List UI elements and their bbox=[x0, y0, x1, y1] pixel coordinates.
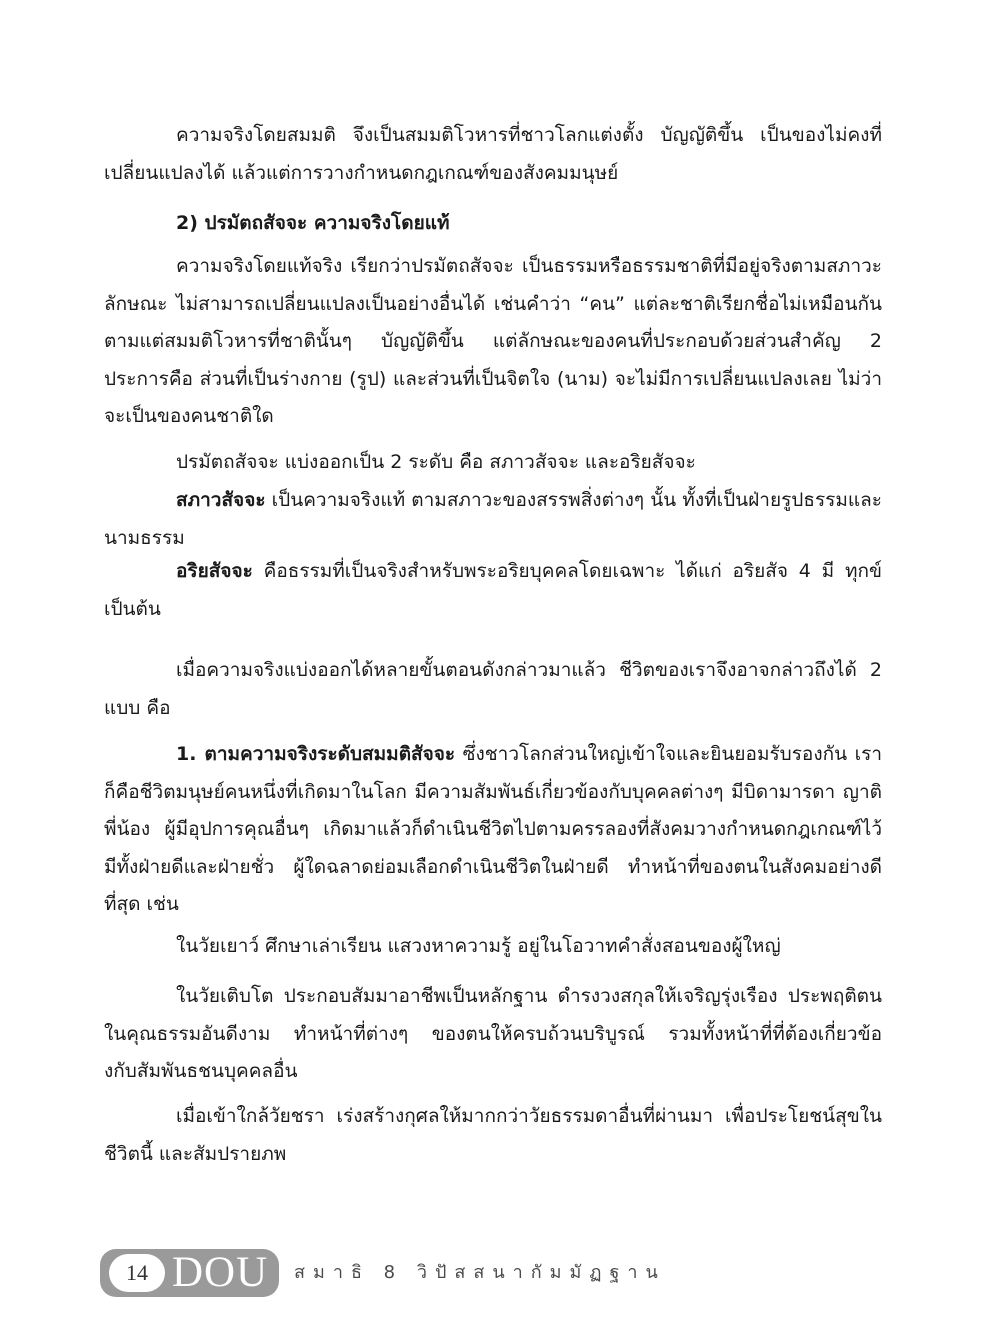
paragraph-conventional-truth: ความจริงโดยสมมติ จึงเป็นสมมติโวหารที่ชาวโลกแต่งตั้ง บัญญัติขึ้น เป็นของไม่คงที่ เปลี่ยนแปลงได้ แล้วแต่การวางกำหนดกฎเกณฑ์ของสังคมมนุษย์ bbox=[104, 124, 882, 184]
definition-ariya-sacca: คือธรรมที่เป็นจริงสำหรับพระอริยบุคคลโดยเฉพาะ ได้แก่ อริยสัจ 4 มี ทุกข์ เป็นต้น bbox=[104, 560, 882, 620]
paragraph-sabhava-sacca bbox=[104, 482, 882, 557]
brand-logo-text: DOU bbox=[172, 1249, 269, 1296]
section-heading-ultimate-truth: 2) ปรมัตถสัจจะ ความจริงโดยแท้ bbox=[176, 212, 450, 234]
paragraph-adulthood: ในวัยเติบโต ประกอบสัมมาอาชีพเป็นหลักฐาน ดำรงวงสกุลให้เจริญรุ่งเรือง ประพฤติตนในคุณธรรมอันดีงาม ทำหน้าที่ต่างๆ ของตนให้ครบถ้วนบริบูรณ์ รวมทั้งหน้าที่ที่ต้องเกี่ยวข้องกับสัมพันธชนบุคคลอื่น bbox=[104, 985, 882, 1082]
point-one-text: ซึ่งชาวโลกส่วนใหญ่เข้าใจและยินยอมรับรองกัน เราก็คือชีวิตมนุษย์คนหนึ่งที่เกิดมาในโลก มีความสัมพันธ์เกี่ยวข้องกับบุคคลต่างๆ มีบิดามารดา ญาติพี่น้อง ผู้มีอุปการคุณอื่นๆ เกิดมาแล้วก็ดำเนินชีวิตไปตามครรลองที่สังคมวางกำหนดกฎเกณฑ์ไว้ มีทั้งฝ่ายดีและฝ่ายชั่ว ผู้ใดฉลาดย่อมเลือกดำเนินชีวิตในฝ่ายดี ทำหน้าที่ของตนในสังคมอย่างดีที่สุด เช่น bbox=[104, 743, 882, 915]
paragraph-two-levels: ปรมัตถสัจจะ แบ่งออกเป็น 2 ระดับ คือ สภาวสัจจะ และอริยสัจจะ bbox=[176, 451, 696, 473]
page-body bbox=[104, 0, 882, 1333]
definition-sabhava-sacca: เป็นความจริงแท้ ตามสภาวะของสรรพสิ่งต่างๆ นั้น ทั้งที่เป็นฝ่ายรูปธรรมและนามธรรม bbox=[104, 489, 882, 549]
running-book-title: สมาธิ 8 วิปัสสนากัมมัฏฐาน bbox=[294, 1262, 666, 1283]
term-ariya-sacca: อริยสัจจะ bbox=[176, 560, 253, 582]
term-sabhava-sacca: สภาวสัจจะ bbox=[176, 489, 266, 511]
page-number: 14 bbox=[109, 1254, 165, 1292]
paragraph-two-ways-of-life: เมื่อความจริงแบ่งออกได้หลายขั้นตอนดังกล่าวมาแล้ว ชีวิตของเราจึงอาจกล่าวถึงได้ 2 แบบ คือ bbox=[104, 659, 882, 719]
footer-badge bbox=[100, 1249, 279, 1297]
paragraph-ultimate-truth: ความจริงโดยแท้จริง เรียกว่าปรมัตถสัจจะ เป็นธรรมหรือธรรมชาติที่มีอยู่จริงตามสภาวะลักษณะ ไม่สามารถเปลี่ยนแปลงเป็นอย่างอื่นได้ เช่นคำว่า “คน” แต่ละชาติเรียกชื่อไม่เหมือนกัน ตามแต่สมมติโวหารที่ชาตินั้นๆ บัญญัติขึ้น แต่ลักษณะของคนที่ประกอบด้วยส่วนสำคัญ 2 ประการคือ ส่วนที่เป็นร่างกาย (รูป) และส่วนที่เป็นจิตใจ (นาม) จะไม่มีการเปลี่ยนแปลงเลย ไม่ว่าจะเป็นของคนชาติใด bbox=[104, 255, 882, 427]
paragraph-old-age: เมื่อเข้าใกล้วัยชรา เร่งสร้างกุศลให้มากกว่าวัยธรรมดาอื่นที่ผ่านมา เพื่อประโยชน์สุขในชีวิตนี้ และสัมปรายภพ bbox=[104, 1105, 882, 1165]
paragraph-ariya-sacca bbox=[104, 553, 882, 628]
page-footer bbox=[100, 1249, 700, 1299]
paragraph-point-one bbox=[104, 736, 882, 924]
point-one-heading: 1. ตามความจริงระดับสมมติสัจจะ bbox=[176, 743, 456, 765]
paragraph-youth: ในวัยเยาว์ ศึกษาเล่าเรียน แสวงหาความรู้ อยู่ในโอวาทคำสั่งสอนของผู้ใหญ่ bbox=[176, 935, 781, 957]
